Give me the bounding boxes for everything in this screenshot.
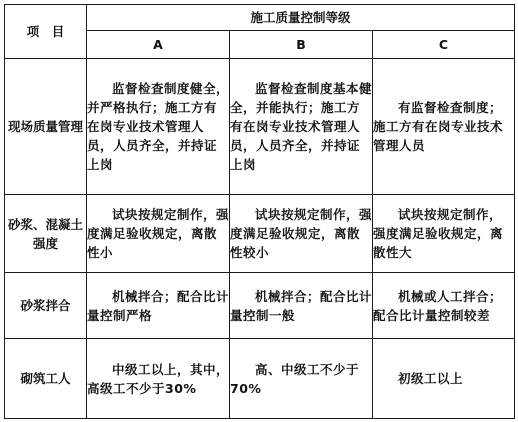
cell-strength-a: 试块按规定制作，强度满足验收规定，离散性小 [87,195,230,273]
cell-workers-a: 中级工以上，其中，高级工不少于30% [87,339,230,419]
construction-quality-control-table [4,4,515,419]
level-a-header: A [87,31,230,59]
cell-mixing-c: 机械或人工拌合；配合比计量控制较差 [373,273,515,339]
row-label-site-management: 现场质量管理 [5,59,87,195]
quality-level-group-header: 施工质量控制等级 [87,5,515,31]
table-row [5,195,515,273]
row-label-mortar-concrete-strength: 砂浆、混凝土强度 [5,195,87,273]
header-row-group [5,5,515,31]
level-b-header: B [230,31,373,59]
table-row [5,339,515,419]
cell-site-management-c: 有监督检查制度；施工方有在岗专业技术管理人员 [373,59,515,195]
cell-workers-c: 初级工以上 [373,339,515,419]
cell-strength-b: 试块按规定制作，强度满足验收规定，离散性较小 [230,195,373,273]
item-header: 项 目 [5,5,87,59]
cell-site-management-a: 监督检查制度健全，并严格执行；施工方有在岗专业技术管理人员，人员齐全，并持证上岗 [87,59,230,195]
table-row [5,273,515,339]
cell-strength-c: 试块按规定制作，强度满足验收规定，离散性大 [373,195,515,273]
row-label-masonry-workers: 砌筑工人 [5,339,87,419]
cell-mixing-b: 机械拌合；配合比计量控制一般 [230,273,373,339]
cell-site-management-b: 监督检查制度基本健全，并能执行；施工方有在岗专业技术管理人员，人员齐全，并持证上岗 [230,59,373,195]
row-label-mortar-mixing: 砂浆拌合 [5,273,87,339]
cell-mixing-a: 机械拌合；配合比计量控制严格 [87,273,230,339]
table-row [5,59,515,195]
cell-workers-b: 高、中级工不少于70% [230,339,373,419]
level-c-header: C [373,31,515,59]
